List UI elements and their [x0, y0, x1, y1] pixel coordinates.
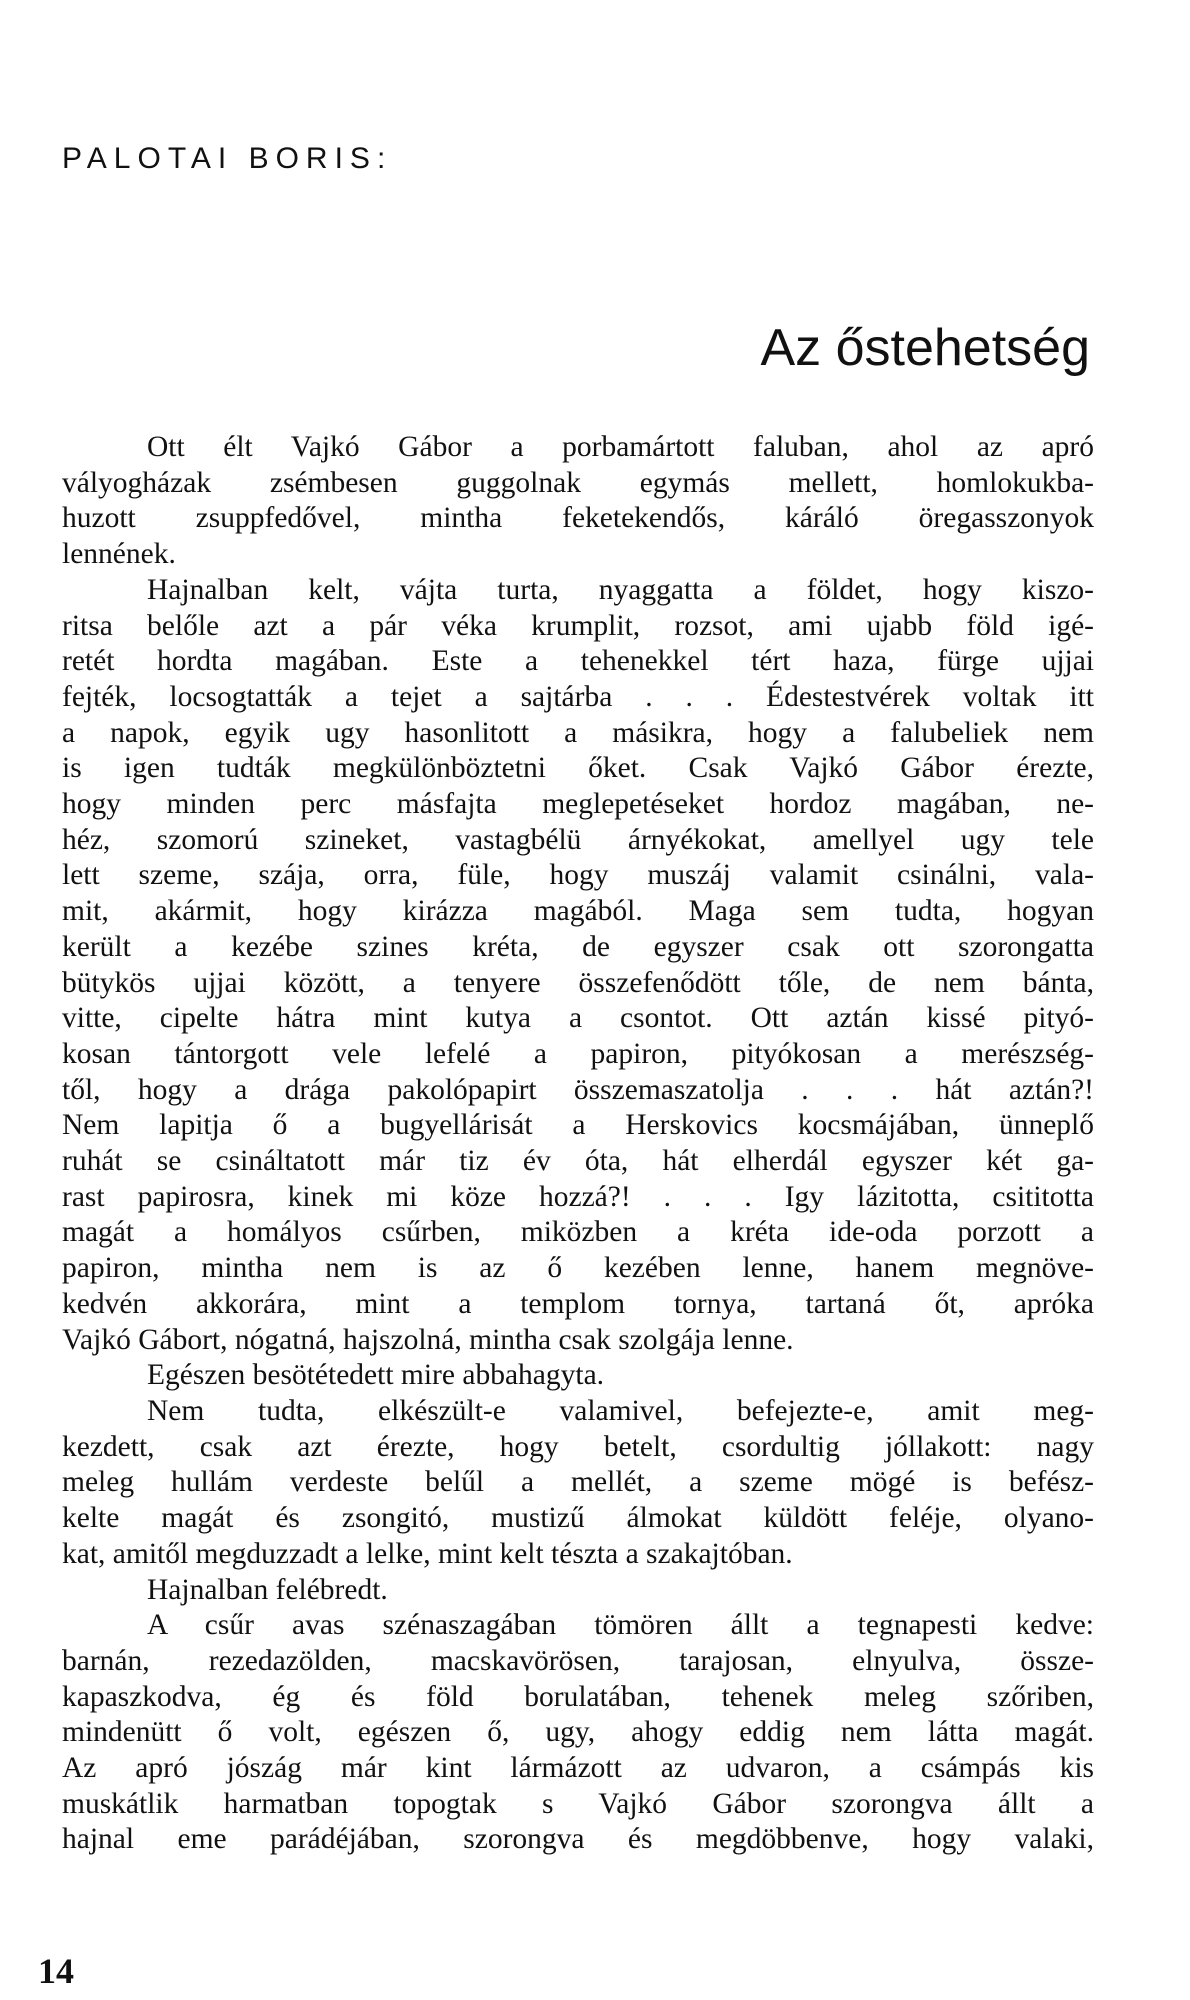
story-body	[62, 430, 1094, 1858]
text-line: hajnal eme parádéjában, szorongva és megdöbbenve, hogy valaki,	[62, 1823, 1094, 1856]
text-line: kedvén akkorára, mint a templom tornya, tartaná őt, apróka	[62, 1287, 1094, 1320]
text-line: ritsa belőle azt a pár véka krumplit, rozsot, ami ujabb föld igé-	[62, 609, 1094, 642]
text-line: vályogházak zsémbesen guggolnak egymás mellett, homlokukba-	[62, 466, 1094, 499]
text-line: kezdett, csak azt érezte, hogy betelt, csordultig jóllakott: nagy	[62, 1430, 1094, 1463]
text-line: lett szeme, szája, orra, füle, hogy muszáj valamit csinálni, vala-	[62, 859, 1094, 892]
text-line: Hajnalban felébredt.	[147, 1573, 388, 1606]
text-line: retét hordta magában. Este a tehenekkel tért haza, fürge ujjai	[62, 645, 1094, 678]
text-line: mit, akármit, hogy kirázza magából. Maga sem tudta, hogyan	[62, 895, 1094, 928]
text-line: lennének.	[62, 538, 176, 571]
text-line: rast papirosra, kinek mi köze hozzá?! . . . Igy lázitotta, csititotta	[62, 1180, 1094, 1213]
text-line: a napok, egyik ugy hasonlitott a másikra, hogy a falubeliek nem	[62, 716, 1094, 749]
text-line: muskátlik harmatban topogtak s Vajkó Gábor szorongva állt a	[62, 1787, 1094, 1820]
text-line: kapaszkodva, ég és föld borulatában, tehenek meleg szőriben,	[62, 1680, 1094, 1713]
text-line: került a kezébe szines kréta, de egyszer csak ott szorongatta	[62, 930, 1094, 963]
text-line: Hajnalban kelt, vájta turta, nyaggatta a földet, hogy kiszo-	[147, 573, 1094, 606]
text-line: től, hogy a drága pakolópapirt összemaszatolja . . . hát aztán?!	[62, 1073, 1094, 1106]
text-line: hogy minden perc másfajta meglepetéseket hordoz magában, ne-	[62, 788, 1094, 821]
text-line: mindenütt ő volt, egészen ő, ugy, ahogy eddig nem látta magát.	[62, 1716, 1094, 1749]
text-line: A csűr avas szénaszagában tömören állt a tegnapesti kedve:	[147, 1609, 1094, 1642]
text-line: Az apró jószág már kint lármázott az udvaron, a csámpás kis	[62, 1752, 1094, 1785]
text-line: magát a homályos csűrben, miközben a kréta ide-oda porzott a	[62, 1216, 1094, 1249]
text-line: kat, amitől megduzzadt a lelke, mint kelt tészta a szakajtóban.	[62, 1537, 793, 1570]
text-line: is igen tudták megkülönböztetni őket. Csak Vajkó Gábor érezte,	[62, 752, 1094, 785]
page-number: 14	[38, 1951, 74, 1991]
text-line: fejték, locsogtatták a tejet a sajtárba . . . Édestestvérek voltak itt	[62, 680, 1094, 713]
text-line: kosan tántorgott vele lefelé a papiron, pityókosan a merészség-	[62, 1037, 1094, 1070]
text-line: ruhát se csináltatott már tiz év óta, hát elherdál egyszer két ga-	[62, 1145, 1094, 1178]
text-line: Nem tudta, elkészült-e valamivel, befejezte-e, amit meg-	[147, 1394, 1094, 1427]
text-line: Vajkó Gábort, nógatná, hajszolná, mintha csak szolgája lenne.	[62, 1323, 794, 1356]
text-line: héz, szomorú szineket, vastagbélü árnyékokat, amellyel ugy tele	[62, 823, 1094, 856]
text-line: meleg hullám verdeste belűl a mellét, a szeme mögé is befész-	[62, 1466, 1094, 1499]
text-line: bütykös ujjai között, a tenyere összefenődött tőle, de nem bánta,	[62, 966, 1094, 999]
text-line: Nem lapitja ő a bugyellárisát a Herskovics kocsmájában, ünneplő	[62, 1109, 1094, 1142]
text-line: kelte magát és zsongitó, mustizű álmokat küldött feléje, olyano-	[62, 1502, 1094, 1535]
text-line: Egészen besötétedett mire abbahagyta.	[147, 1359, 605, 1392]
text-line: papiron, mintha nem is az ő kezében lenne, hanem megnöve-	[62, 1252, 1094, 1285]
text-line: vitte, cipelte hátra mint kutya a csontot. Ott aztán kissé pityó-	[62, 1002, 1094, 1035]
text-line: huzott zsuppfedővel, mintha feketekendős, káráló öregasszonyok	[62, 502, 1094, 535]
text-line: Ott élt Vajkó Gábor a porbamártott faluban, ahol az apró	[147, 431, 1094, 463]
author-name: PALOTAI BORIS:	[62, 142, 393, 175]
text-line: barnán, rezedazölden, macskavörösen, tarajosan, elnyulva, össze-	[62, 1644, 1094, 1677]
story-title: Az őstehetség	[760, 319, 1090, 377]
